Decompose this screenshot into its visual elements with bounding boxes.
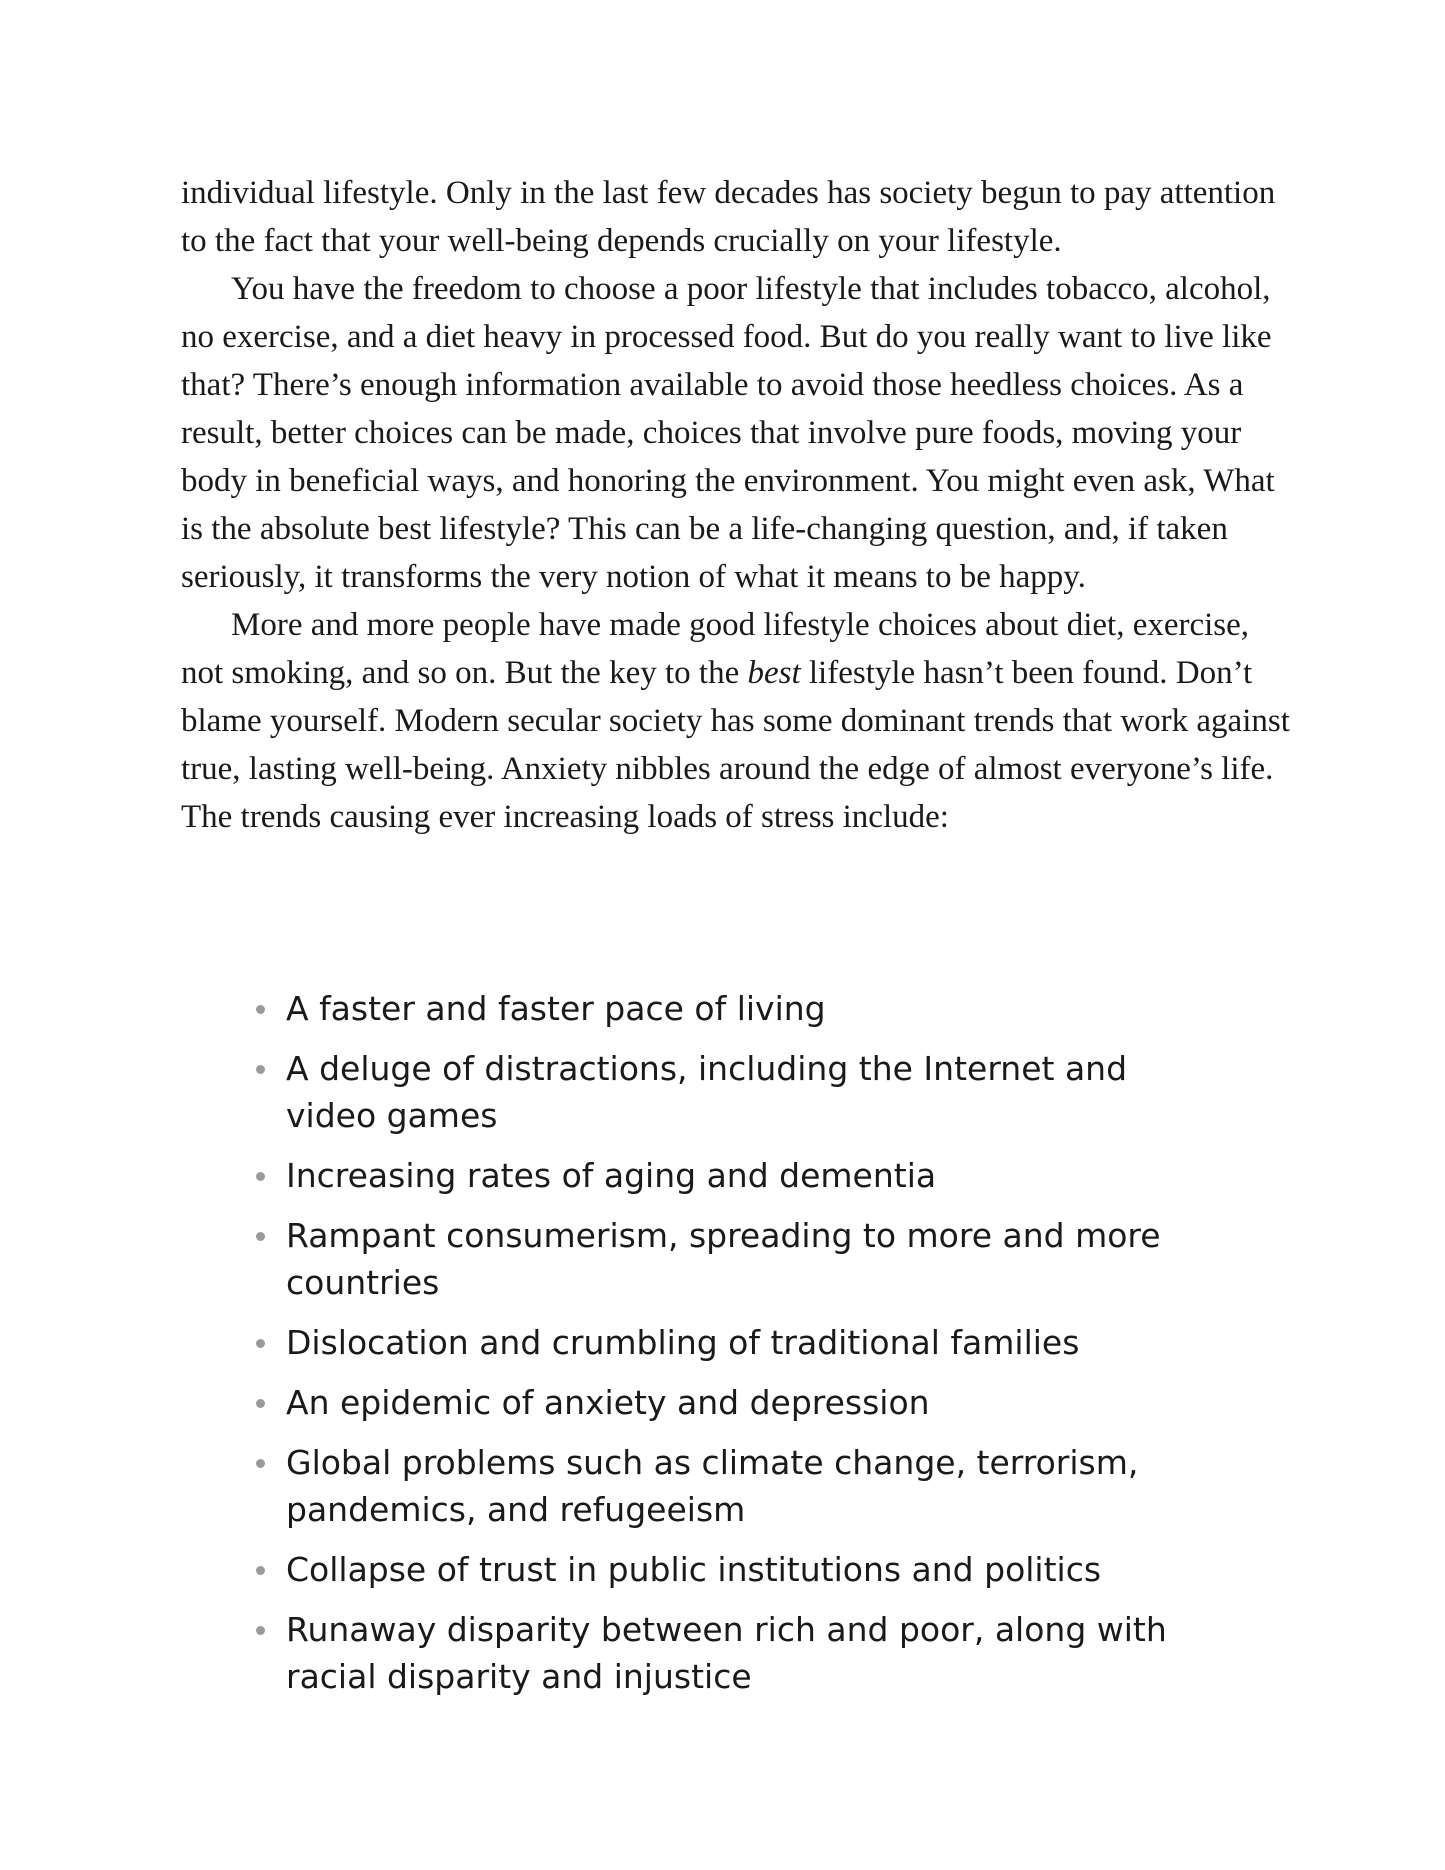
stress-trends-list [250,985,1170,1713]
bullet-dot-icon [256,1172,265,1181]
list-item [250,1212,1170,1306]
list-item-text: An epidemic of anxiety and depression [286,1383,930,1422]
list-item [250,1152,1170,1199]
bullet-dot-icon [256,1459,265,1468]
bullet-dot-icon [256,1566,265,1575]
list-item [250,1439,1170,1533]
list-item-text: A faster and faster pace of living [286,989,826,1028]
list-item-text: Runaway disparity between rich and poor, along with racial disparity and injustice [286,1610,1167,1696]
bullet-dot-icon [256,1065,265,1074]
list-item [250,985,1170,1032]
list-item [250,1319,1170,1366]
list-item-text: Rampant consumerism, spreading to more and more countries [286,1216,1161,1302]
list-item-text: A deluge of distractions, including the Internet and video games [286,1049,1128,1135]
bullet-dot-icon [256,1399,265,1408]
paragraph-1: individual lifestyle. Only in the last few decades has society begun to pay attention to the fact that your well-being depends crucially on your lifestyle. [181,175,1276,259]
list-item-text: Collapse of trust in public institutions and politics [286,1550,1102,1589]
list-item [250,1045,1170,1139]
list-item [250,1606,1170,1700]
paragraph-3-emphasis: best [747,655,801,691]
bullet-dot-icon [256,1005,265,1014]
bullet-dot-icon [256,1232,265,1241]
bullet-dot-icon [256,1339,265,1348]
paragraph-3 [181,601,1291,841]
paragraph-2: You have the freedom to choose a poor lifestyle that includes tobacco, alcohol, no exercise, and a diet heavy in processed food. But do you really want to live like that? There’s enough information available to avoid those heedless choices. As a result, better choices can be made, choices that involve pure foods, moving your body in beneficial ways, and honoring the environment. You might even ask, What is the absolute best lifestyle? This can be a life-changing question, and, if taken seriously, it transforms the very notion of what it means to be happy. [181,271,1275,595]
list-item [250,1379,1170,1426]
list-item [250,1546,1170,1593]
list-item-text: Dislocation and crumbling of traditional families [286,1323,1080,1362]
body-text [181,169,1291,841]
bullet-dot-icon [256,1626,265,1635]
list-item-text: Global problems such as climate change, terrorism, pandemics, and refugeeism [286,1443,1139,1529]
paragraph-3-before: More and more people have made good lifestyle choices about diet, exercise, not smoking, and so on. But the key to the [181,607,1250,691]
paragraph-3-after: lifestyle hasn’t been found. Don’t blame yourself. Modern secular society has some dominant trends that work against true, lasting well-being. Anxiety nibbles around the edge of almost everyone’s life. The trends causing ever increasing loads of stress include: [181,655,1290,835]
list-item-text: Increasing rates of aging and dementia [286,1156,937,1195]
